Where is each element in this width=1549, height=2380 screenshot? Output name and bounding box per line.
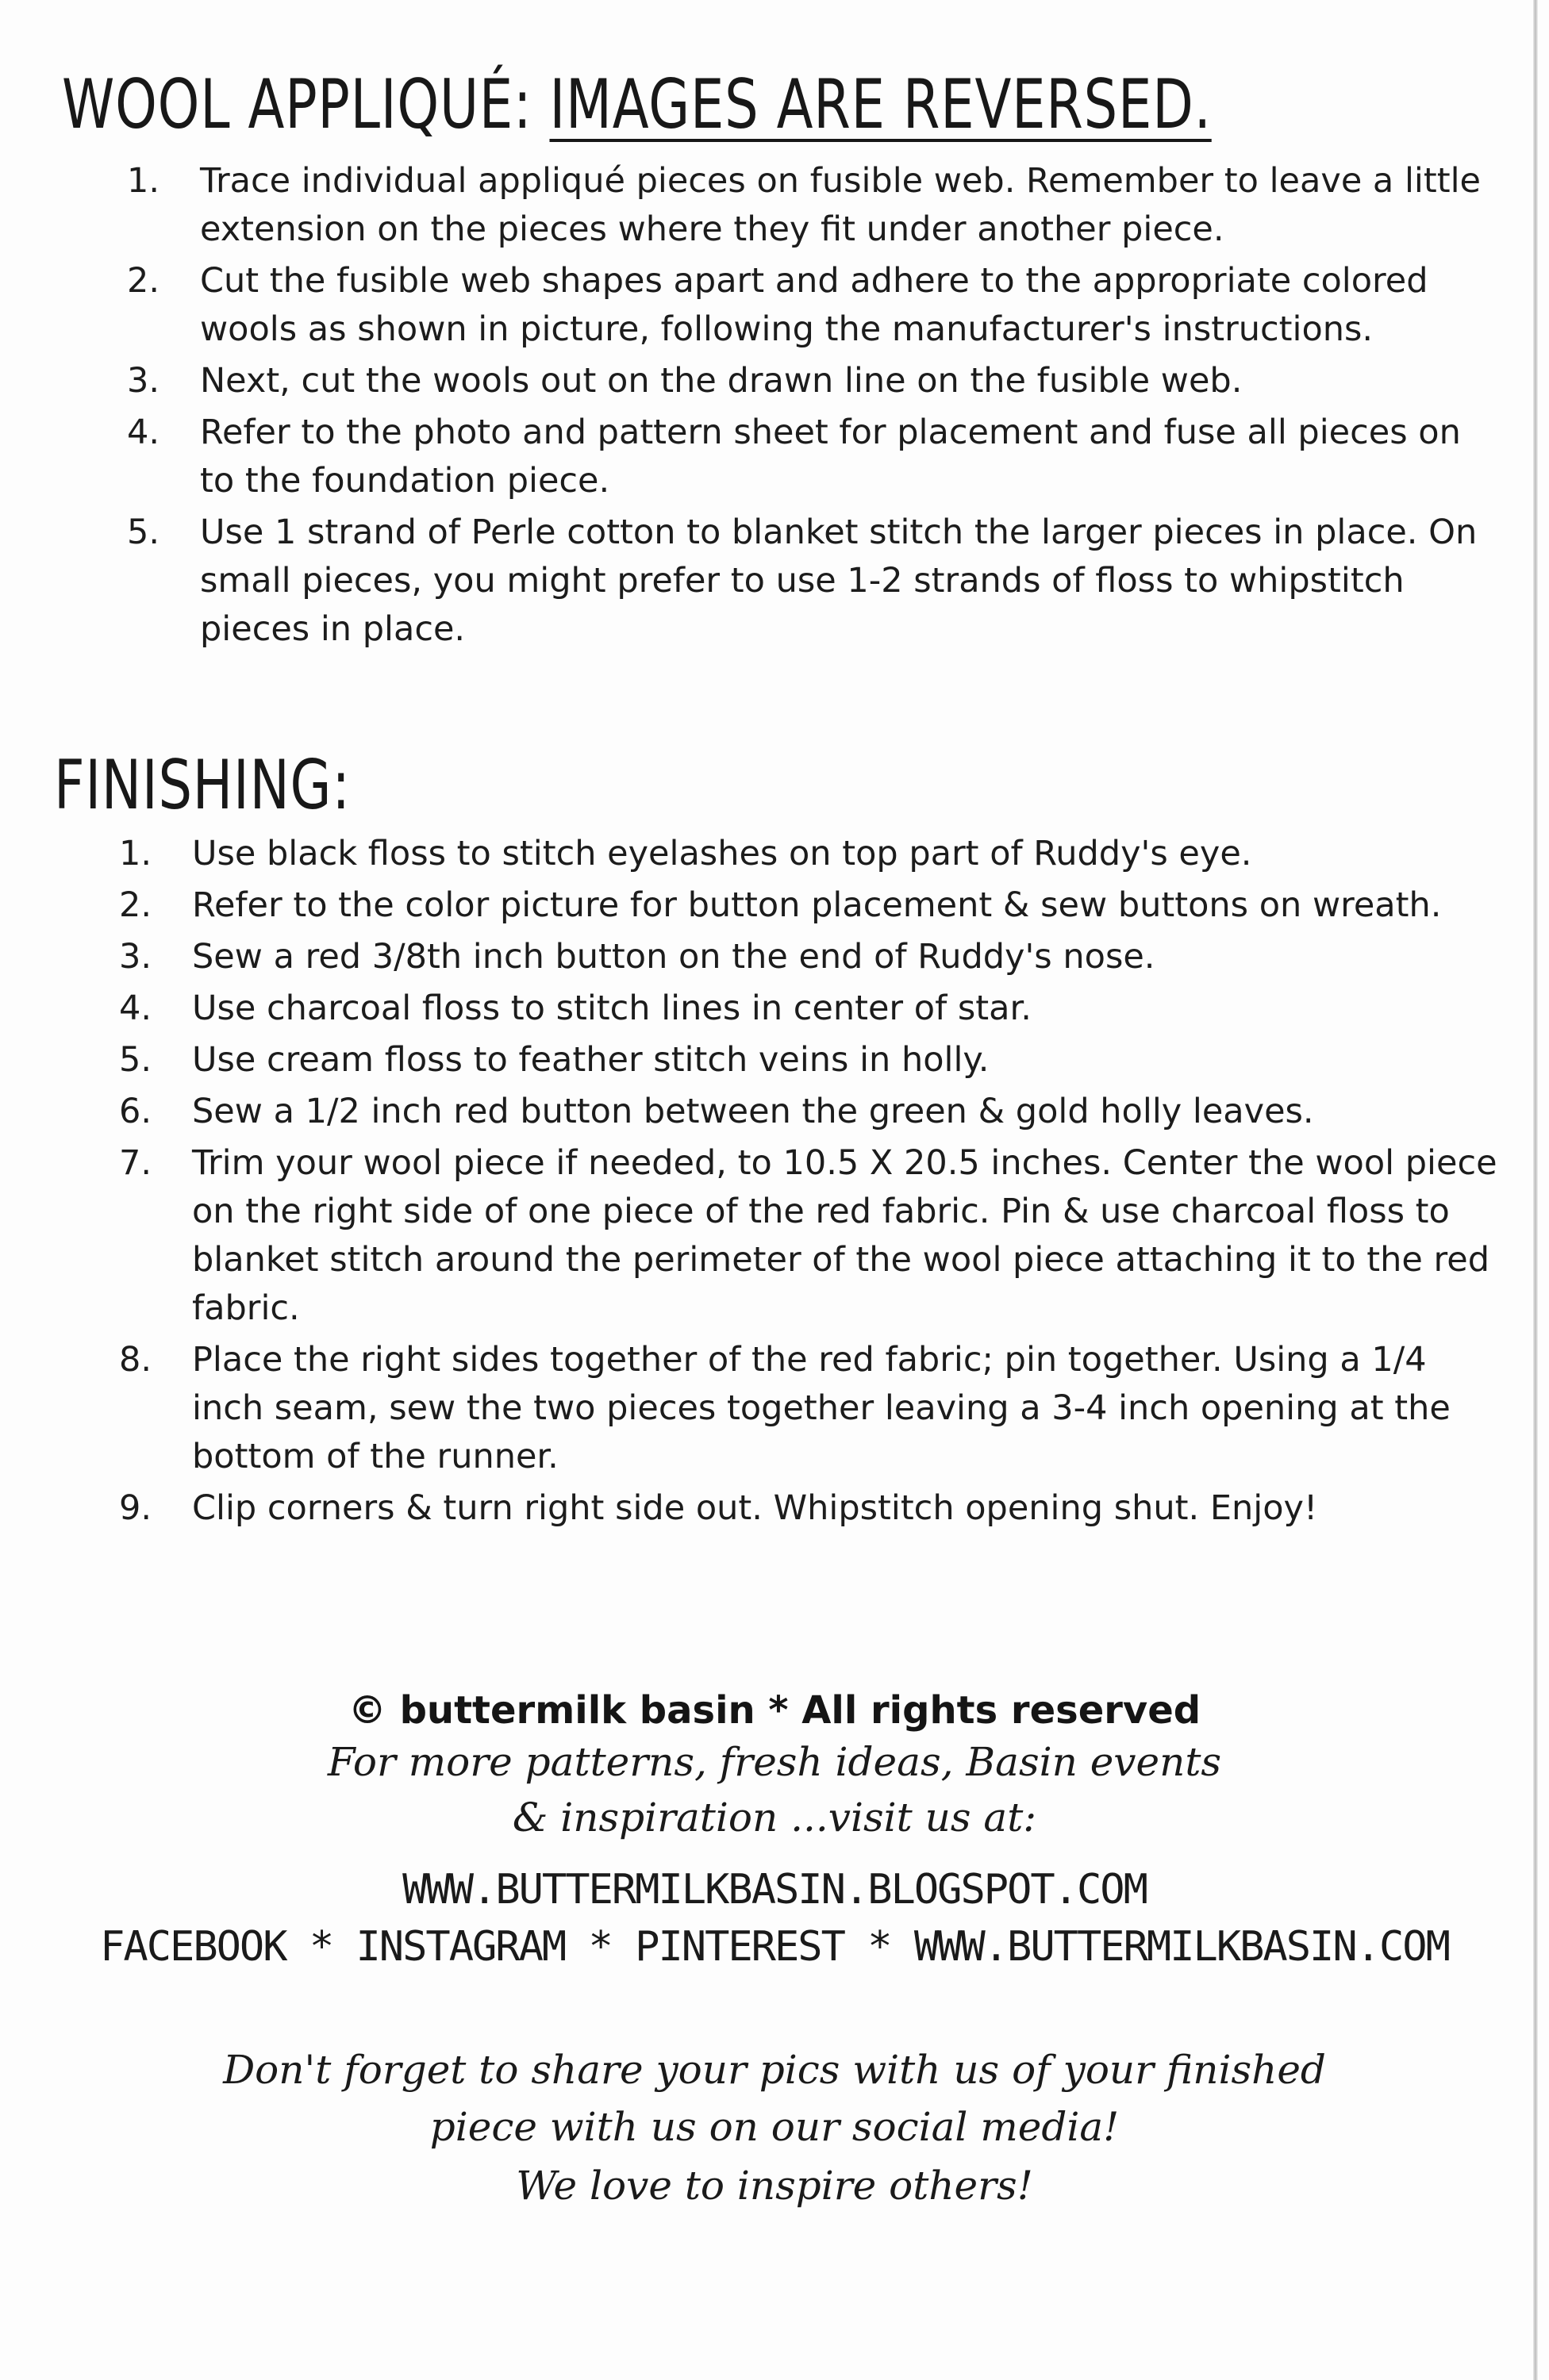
step-number: 3. <box>119 937 152 977</box>
applique-step <box>127 409 1492 505</box>
step-text: Next, cut the wools out on the drawn line on the fusible web. <box>200 361 1243 401</box>
copyright-notice: © buttermilk basin * All rights reserved <box>348 1688 1201 1733</box>
page-edge-shadow <box>1533 0 1538 2380</box>
step-text: Use cream floss to feather stitch veins in holly. <box>192 1040 990 1080</box>
step-number: 6. <box>119 1092 152 1131</box>
visit-us-line: & inspiration ...visit us at: <box>512 1795 1037 1841</box>
finishing-step <box>119 1336 1500 1481</box>
step-text: Place the right sides together of the red fabric; pin together. Using a 1/4 inch seam, sew the two pieces together leaving a 3-4 inch opening at the bottom of the runner. <box>192 1340 1451 1476</box>
images-reversed-note: IMAGES ARE REVERSED. <box>549 65 1212 144</box>
step-text: Use black floss to stitch eyelashes on top part of Ruddy's eye. <box>192 834 1252 873</box>
more-patterns-line: For more patterns, fresh ideas, Basin events <box>327 1739 1222 1785</box>
finishing-step <box>119 1484 1500 1533</box>
step-text: Cut the fusible web shapes apart and adhere to the appropriate colored wools as shown in picture, following the manufacturer's instructions. <box>200 261 1428 349</box>
step-number: 5. <box>119 1040 152 1080</box>
social-media-share-line: piece with us on our social media! <box>429 2104 1120 2150</box>
applique-steps-list <box>127 157 1492 657</box>
inspire-others-line: We love to inspire others! <box>516 2163 1033 2209</box>
finishing-step <box>119 1088 1500 1136</box>
wool-applique-title: WOOL APPLIQUÉ: <box>62 65 550 144</box>
step-number: 2. <box>127 261 160 301</box>
step-number: 9. <box>119 1488 152 1528</box>
applique-step <box>127 157 1492 254</box>
finishing-step <box>119 985 1500 1033</box>
step-number: 7. <box>119 1143 152 1183</box>
finishing-step <box>119 881 1500 930</box>
social-media-line: FACEBOOK * INSTAGRAM * PINTEREST * WWW.BUTTERMILKBASIN.COM <box>100 1923 1449 1971</box>
finishing-step <box>119 1036 1500 1084</box>
finishing-step <box>119 1139 1500 1333</box>
step-text: Trace individual appliqué pieces on fusible web. Remember to leave a little extension on the pieces where they fit under another piece. <box>200 161 1481 249</box>
finishing-step <box>119 830 1500 878</box>
step-text: Sew a red 3/8th inch button on the end of Ruddy's nose. <box>192 937 1155 977</box>
step-text: Refer to the photo and pattern sheet for placement and fuse all pieces on to the foundation piece. <box>200 413 1461 501</box>
step-text: Sew a 1/2 inch red button between the green & gold holly leaves. <box>192 1092 1314 1131</box>
step-number: 4. <box>127 413 160 452</box>
step-number: 4. <box>119 988 152 1028</box>
share-pics-line: Don't forget to share your pics with us of your finished <box>223 2047 1326 2093</box>
step-number: 1. <box>127 161 160 201</box>
applique-step <box>127 357 1492 405</box>
wool-applique-heading <box>62 65 1212 144</box>
finishing-step <box>119 933 1500 981</box>
applique-step <box>127 257 1492 354</box>
applique-step <box>127 509 1492 654</box>
step-number: 1. <box>119 834 152 873</box>
step-number: 8. <box>119 1340 152 1380</box>
step-text: Trim your wool piece if needed, to 10.5 X 20.5 inches. Center the wool piece on the right side of one piece of the red fabric. Pin & use charcoal floss to blanket stitch around the perimeter of the wool piece attaching it to the red fabric. <box>192 1143 1497 1328</box>
step-text: Refer to the color picture for button placement & sew buttons on wreath. <box>192 885 1442 925</box>
finishing-steps-list <box>119 830 1500 1536</box>
blog-url: WWW.BUTTERMILKBASIN.BLOGSPOT.COM <box>402 1866 1147 1914</box>
step-number: 2. <box>119 885 152 925</box>
step-text: Use 1 strand of Perle cotton to blanket stitch the larger pieces in place. On small pieces, you might prefer to use 1-2 strands of floss to whipstitch pieces in place. <box>200 512 1478 649</box>
step-text: Clip corners & turn right side out. Whipstitch opening shut. Enjoy! <box>192 1488 1318 1528</box>
step-text: Use charcoal floss to stitch lines in center of star. <box>192 988 1032 1028</box>
finishing-heading: FINISHING: <box>54 746 351 825</box>
step-number: 5. <box>127 512 160 552</box>
step-number: 3. <box>127 361 160 401</box>
